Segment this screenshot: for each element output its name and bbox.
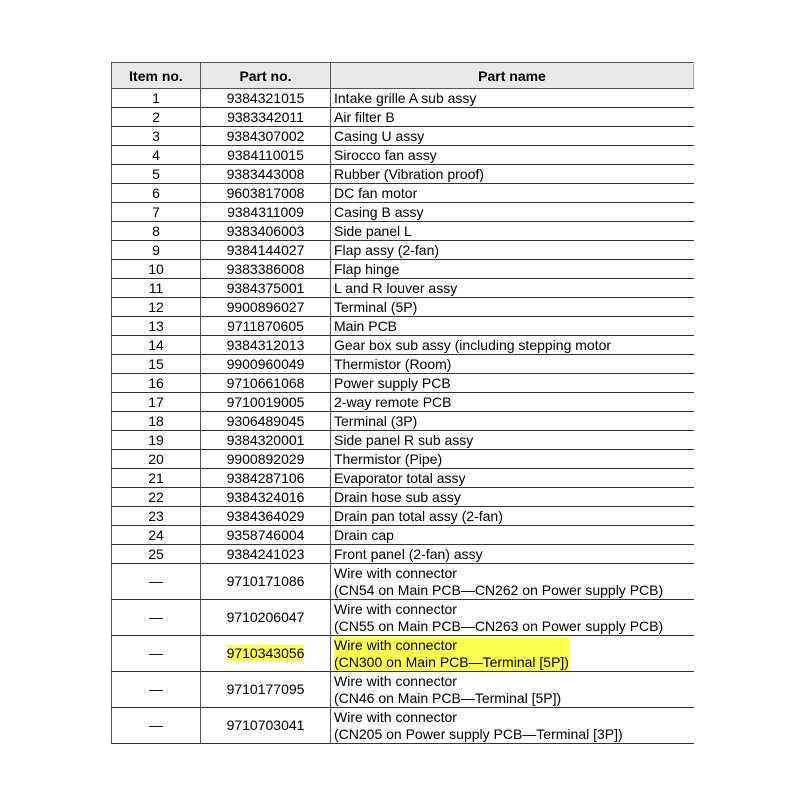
cell-part-name — [331, 393, 694, 412]
table-row — [112, 672, 694, 708]
part-no-text: 9383342011 — [227, 108, 304, 125]
cell-part-name — [331, 355, 694, 374]
cell-part-name — [331, 488, 694, 507]
part-name-line: Casing B assy — [334, 203, 424, 220]
cell-part-name — [331, 241, 694, 260]
cell-part-no — [201, 564, 331, 600]
cell-part-name — [331, 412, 694, 431]
cell-part-name — [331, 298, 694, 317]
part-name-line: Drain hose sub assy — [334, 488, 461, 505]
cell-part-name — [331, 469, 694, 488]
part-name-line: (CN205 on Power supply PCB—Terminal [3P]) — [334, 725, 623, 742]
cell-item-no: 14 — [112, 336, 201, 355]
part-name-line: (CN300 on Main PCB—Terminal [5P]) — [334, 653, 569, 670]
table-header — [112, 63, 694, 89]
cell-item-no: 17 — [112, 393, 201, 412]
cell-part-no — [201, 488, 331, 507]
cell-part-name — [331, 336, 694, 355]
cell-part-no — [201, 545, 331, 564]
cell-part-no — [201, 393, 331, 412]
cell-part-no — [201, 146, 331, 165]
cell-part-no — [201, 336, 331, 355]
part-name-text — [334, 128, 424, 145]
part-no-text: 9900892029 — [226, 450, 305, 467]
part-name-line: Flap hinge — [334, 260, 400, 277]
part-name-line: Flap assy (2-fan) — [334, 241, 440, 258]
part-name-text — [334, 394, 451, 411]
table-row — [112, 708, 694, 744]
cell-part-no — [201, 108, 331, 127]
cell-item-no: 24 — [112, 526, 201, 545]
cell-part-name — [331, 545, 694, 564]
part-name-text — [334, 565, 663, 599]
cell-part-no — [201, 184, 331, 203]
cell-part-no — [201, 600, 331, 636]
part-name-line: Drain pan total assy (2-fan) — [334, 507, 503, 524]
cell-part-name — [331, 672, 694, 708]
table-row — [112, 127, 694, 146]
cell-part-name — [331, 184, 694, 203]
cell-item-no: 2 — [112, 108, 201, 127]
part-name-line: Air filter B — [334, 108, 395, 125]
part-name-line: (CN54 on Main PCB—CN262 on Power supply PCB) — [334, 581, 664, 598]
part-name-text — [334, 413, 417, 430]
cell-part-name — [331, 431, 694, 450]
part-name-text — [334, 185, 417, 202]
cell-item-no: — — [112, 672, 201, 708]
cell-item-no: 16 — [112, 374, 201, 393]
part-name-line: Side panel R sub assy — [334, 431, 474, 448]
part-name-text — [334, 147, 437, 164]
table-row — [112, 298, 694, 317]
part-name-line: 2-way remote PCB — [334, 393, 452, 410]
table-row — [112, 165, 694, 184]
cell-part-name — [331, 564, 694, 600]
cell-part-name — [331, 507, 694, 526]
part-name-line: Intake grille A sub assy — [334, 89, 477, 106]
cell-part-name — [331, 108, 694, 127]
part-name-text — [334, 109, 395, 126]
cell-part-name — [331, 450, 694, 469]
part-no-text: 9384312013 — [226, 336, 305, 353]
cell-part-name — [331, 260, 694, 279]
part-no-text: 9383406003 — [226, 222, 305, 239]
table-row — [112, 564, 694, 600]
part-name-line: Gear box sub assy (including stepping motor — [334, 336, 612, 353]
part-no-text: 9384307002 — [226, 127, 305, 144]
part-name-text — [334, 489, 461, 506]
part-name-line: Thermistor (Pipe) — [334, 450, 443, 467]
table-row — [112, 431, 694, 450]
part-name-line: Terminal (3P) — [334, 412, 418, 429]
cell-item-no: 7 — [112, 203, 201, 222]
cell-item-no: 6 — [112, 184, 201, 203]
part-name-text — [334, 527, 394, 544]
part-no-text: 9710171086 — [226, 573, 305, 589]
part-no-text: 9383443008 — [226, 165, 305, 182]
part-name-line: Casing U assy — [334, 127, 425, 144]
cell-part-no — [201, 450, 331, 469]
part-name-text — [334, 637, 569, 671]
cell-item-no: 18 — [112, 412, 201, 431]
part-name-line: Terminal (5P) — [334, 298, 418, 315]
cell-part-no — [201, 127, 331, 146]
header-row — [112, 63, 694, 89]
cell-item-no: 4 — [112, 146, 201, 165]
part-name-line: Power supply PCB — [334, 374, 451, 391]
cell-part-no — [201, 241, 331, 260]
parts-list — [111, 62, 693, 744]
part-name-line: Wire with connector — [334, 672, 457, 689]
table-row — [112, 260, 694, 279]
table-row — [112, 469, 694, 488]
table-row — [112, 488, 694, 507]
cell-part-name — [331, 526, 694, 545]
cell-part-no — [201, 431, 331, 450]
part-no-text: 9384321015 — [226, 89, 305, 106]
part-name-text — [334, 709, 623, 743]
cell-item-no: — — [112, 600, 201, 636]
header-part-no: Part no. — [201, 63, 331, 89]
part-name-text — [334, 451, 442, 468]
cell-item-no: 15 — [112, 355, 201, 374]
table-row — [112, 336, 694, 355]
part-no-text: 9306489045 — [226, 412, 305, 429]
part-name-text — [334, 299, 417, 316]
part-name-line: Wire with connector — [334, 636, 457, 653]
cell-item-no: 9 — [112, 241, 201, 260]
part-name-line: L and R louver assy — [334, 279, 458, 296]
part-name-line: Front panel (2-fan) assy — [334, 545, 483, 562]
part-no-text: 9384320001 — [226, 431, 305, 448]
part-name-line: Side panel L — [334, 222, 412, 239]
cell-part-no — [201, 222, 331, 241]
part-no-text: 9900896027 — [226, 298, 305, 315]
part-no-text: 9603817008 — [226, 184, 305, 201]
part-no-text: 9384364029 — [226, 507, 305, 524]
part-name-line: (CN46 on Main PCB—Terminal [5P]) — [334, 689, 562, 706]
part-no-text: 9384287106 — [226, 469, 305, 486]
table-body — [112, 89, 694, 744]
part-name-line: Thermistor (Room) — [334, 355, 452, 372]
cell-item-no: 8 — [112, 222, 201, 241]
part-no-text: 9384110015 — [227, 146, 304, 163]
part-name-line: Main PCB — [334, 317, 398, 334]
cell-part-no — [201, 260, 331, 279]
part-no-text: 9384241023 — [226, 545, 305, 562]
part-no-text: 9710177095 — [226, 681, 305, 697]
cell-item-no: 25 — [112, 545, 201, 564]
cell-part-name — [331, 317, 694, 336]
table-row — [112, 241, 694, 260]
table-row — [112, 393, 694, 412]
part-name-text — [334, 356, 451, 373]
part-name-text — [334, 601, 663, 635]
table-row — [112, 545, 694, 564]
cell-part-name — [331, 89, 694, 108]
cell-part-name — [331, 279, 694, 298]
cell-part-name — [331, 127, 694, 146]
table-row — [112, 222, 694, 241]
part-name-text — [334, 508, 503, 525]
part-name-text — [334, 432, 473, 449]
table-row — [112, 146, 694, 165]
table-row — [112, 108, 694, 127]
part-name-text — [334, 318, 397, 335]
cell-item-no: — — [112, 564, 201, 600]
cell-item-no: 22 — [112, 488, 201, 507]
part-no-text: 9710019005 — [226, 393, 305, 410]
cell-part-no — [201, 317, 331, 336]
cell-part-no — [201, 526, 331, 545]
part-name-line: DC fan motor — [334, 184, 418, 201]
cell-part-no — [201, 636, 331, 672]
cell-part-name — [331, 708, 694, 744]
cell-item-no: 23 — [112, 507, 201, 526]
part-name-line: Wire with connector — [334, 564, 457, 581]
cell-item-no: 5 — [112, 165, 201, 184]
part-name-line: Drain cap — [334, 526, 394, 543]
part-name-line: (CN55 on Main PCB—CN263 on Power supply PCB) — [334, 617, 664, 634]
cell-part-name — [331, 146, 694, 165]
part-name-line: Rubber (Vibration proof) — [334, 165, 484, 182]
part-name-text — [334, 337, 611, 354]
part-no-text: 9710343056 — [226, 645, 305, 661]
part-name-text — [334, 261, 399, 278]
part-name-line: Sirocco fan assy — [334, 146, 437, 163]
table-row — [112, 600, 694, 636]
part-name-text — [334, 546, 483, 563]
header-item-no: Item no. — [112, 63, 201, 89]
table-row — [112, 507, 694, 526]
part-name-text — [334, 280, 457, 297]
cell-part-name — [331, 222, 694, 241]
cell-part-no — [201, 355, 331, 374]
cell-part-no — [201, 708, 331, 744]
table-row — [112, 526, 694, 545]
cell-part-no — [201, 672, 331, 708]
cell-part-name — [331, 374, 694, 393]
cell-item-no: 10 — [112, 260, 201, 279]
cell-item-no: — — [112, 708, 201, 744]
cell-item-no: 19 — [112, 431, 201, 450]
cell-item-no: 13 — [112, 317, 201, 336]
part-name-text — [334, 673, 561, 707]
cell-part-no — [201, 412, 331, 431]
cell-item-no: — — [112, 636, 201, 672]
part-name-text — [334, 204, 423, 221]
part-no-text: 9384375001 — [226, 279, 305, 296]
cell-part-name — [331, 203, 694, 222]
part-name-text — [334, 166, 484, 183]
cell-item-no: 20 — [112, 450, 201, 469]
part-no-text: 9710703041 — [226, 717, 305, 733]
part-no-text: 9384324016 — [226, 488, 305, 505]
cell-part-no — [201, 279, 331, 298]
table-row — [112, 636, 694, 672]
cell-part-no — [201, 507, 331, 526]
cell-part-no — [201, 203, 331, 222]
table-row — [112, 317, 694, 336]
cell-item-no: 12 — [112, 298, 201, 317]
cell-item-no: 1 — [112, 89, 201, 108]
table-row — [112, 89, 694, 108]
part-name-text — [334, 470, 466, 487]
table-row — [112, 355, 694, 374]
part-name-line: Wire with connector — [334, 708, 457, 725]
cell-part-no — [201, 298, 331, 317]
part-no-text: 9710206047 — [226, 609, 305, 625]
part-name-text — [334, 90, 476, 107]
cell-part-no — [201, 469, 331, 488]
part-name-text — [334, 223, 412, 240]
part-no-text: 9711870605 — [227, 317, 304, 334]
part-name-text — [334, 375, 451, 392]
cell-part-name — [331, 636, 694, 672]
part-no-text: 9384144027 — [226, 241, 305, 258]
table-row — [112, 184, 694, 203]
part-no-text: 9710661068 — [226, 374, 305, 391]
cell-part-name — [331, 165, 694, 184]
table-row — [112, 279, 694, 298]
cell-part-no — [201, 165, 331, 184]
part-no-text: 9358746004 — [226, 526, 305, 543]
part-name-line: Evaporator total assy — [334, 469, 466, 486]
table-row — [112, 412, 694, 431]
part-no-text: 9383386008 — [226, 260, 305, 277]
table-row — [112, 450, 694, 469]
part-name-text — [334, 242, 439, 259]
cell-part-no — [201, 89, 331, 108]
cell-part-no — [201, 374, 331, 393]
cell-item-no: 21 — [112, 469, 201, 488]
part-no-text: 9900960049 — [226, 355, 305, 372]
parts-table — [111, 62, 694, 744]
table-row — [112, 374, 694, 393]
part-name-line: Wire with connector — [334, 600, 457, 617]
cell-item-no: 11 — [112, 279, 201, 298]
part-no-text: 9384311009 — [227, 203, 304, 220]
cell-part-name — [331, 600, 694, 636]
cell-item-no: 3 — [112, 127, 201, 146]
header-part-name: Part name — [331, 63, 694, 89]
table-row — [112, 203, 694, 222]
